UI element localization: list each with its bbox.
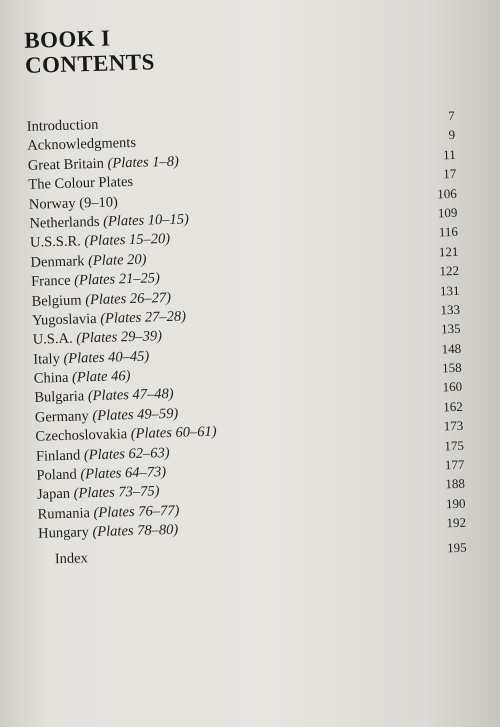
toc-entry-title: Yugoslavia (Plates 27–28) xyxy=(31,308,187,329)
toc-entry-page: 9 xyxy=(448,127,456,143)
toc-entry-page: 177 xyxy=(444,456,465,473)
toc-entry-page: 158 xyxy=(441,359,462,376)
toc-entry-title: France (Plates 21–25) xyxy=(30,270,161,290)
toc-entry-title: Norway (9–10) xyxy=(28,193,119,213)
toc-entry-page: 160 xyxy=(442,379,463,395)
table-of-contents xyxy=(27,106,469,570)
toc-entry-page: 17 xyxy=(443,166,457,182)
toc-entry-page: 135 xyxy=(440,321,461,337)
toc-entry-title: Czechoslovakia (Plates 60–61) xyxy=(35,423,217,445)
toc-entry-title: The Colour Plates xyxy=(28,174,134,193)
contents-sheet xyxy=(20,16,479,708)
toc-entry-page: 192 xyxy=(446,514,467,531)
toc-entry-page: 148 xyxy=(441,340,462,357)
toc-entry-title: Finland (Plates 62–63) xyxy=(35,444,170,465)
toc-entry-title: U.S.A. (Plates 29–39) xyxy=(32,328,163,349)
contents-title: CONTENTS xyxy=(24,49,156,78)
toc-entry-title: U.S.S.R. (Plates 15–20) xyxy=(29,231,171,252)
toc-entry-title: Acknowledgments xyxy=(27,135,137,155)
toc-entry-page: 109 xyxy=(437,204,458,221)
toc-entry-title: Netherlands (Plates 10–15) xyxy=(29,211,190,232)
toc-entry-page: 106 xyxy=(437,185,457,201)
index-page: 195 xyxy=(446,539,467,555)
toc-entry-title: Hungary (Plates 78–80) xyxy=(37,521,179,542)
toc-entry-title: Rumania (Plates 76–77) xyxy=(37,502,180,523)
toc-entry-title: Introduction xyxy=(26,116,99,135)
contents-heading xyxy=(20,16,461,78)
toc-entry-title: Poland (Plates 64–73) xyxy=(36,464,167,484)
toc-entry-title: Germany (Plates 49–59) xyxy=(34,405,179,426)
book-label: BOOK I xyxy=(23,25,111,53)
toc-entry-title: Belgium (Plates 26–27) xyxy=(31,289,172,310)
toc-entry-title: China (Plate 46) xyxy=(33,368,131,387)
toc-entry-page: 190 xyxy=(445,495,466,512)
toc-entry-title: Denmark (Plate 20) xyxy=(30,251,147,271)
index-title: Index xyxy=(54,549,89,567)
toc-entry-title: Italy (Plates 40–45) xyxy=(33,348,150,368)
toc-entry-title: Bulgaria (Plates 47–48) xyxy=(34,386,174,407)
toc-entry-page: 121 xyxy=(438,243,459,260)
toc-entry-page: 188 xyxy=(445,476,466,492)
toc-entry-page: 173 xyxy=(443,418,464,434)
toc-entry-title: Great Britain (Plates 1–8) xyxy=(27,153,180,174)
toc-entry-title: Japan (Plates 73–75) xyxy=(36,483,160,504)
toc-entry-page: 162 xyxy=(443,398,463,415)
toc-entry-page: 133 xyxy=(440,301,461,318)
toc-entry-page: 11 xyxy=(442,146,456,163)
toc-entry-page: 131 xyxy=(439,282,460,298)
toc-entry-page: 116 xyxy=(438,224,459,240)
toc-entry-page: 175 xyxy=(444,437,465,453)
toc-entry-page: 122 xyxy=(439,262,460,279)
toc-entry-page: 7 xyxy=(447,107,455,124)
